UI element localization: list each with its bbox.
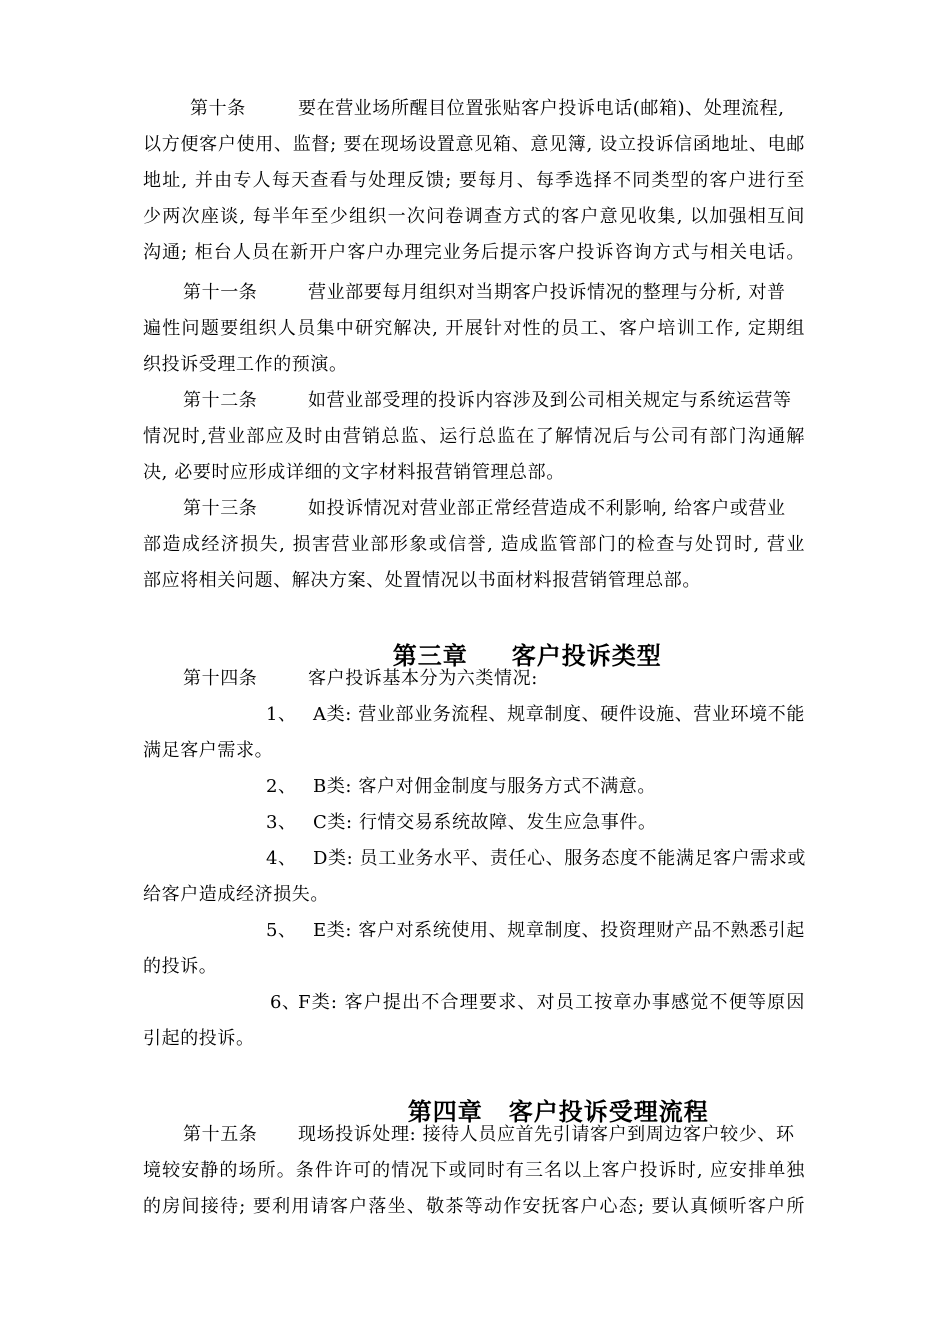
type-5-cont: 的投诉。 [143,956,218,977]
type-1-cont: 满足客户需求。 [143,740,274,761]
type-6-text: F类: 客户提出不合理要求、对员工按章办事感觉不便等原因 [298,992,805,1013]
article-15-line-3: 的房间接待; 要利用请客户落坐、敬茶等动作安抚客户心态; 要认真倾听客户所 [143,1196,805,1217]
article-14-label: 第十四条 [183,668,258,689]
chapter-4-heading [389,1070,709,1126]
article-10-line-5: 沟通; 柜台人员在新开户客户办理完业务后提示客户投诉咨询方式与相关电话。 [143,242,805,263]
article-13-line-3: 部应将相关问题、解决方案、处置情况以书面材料报营销管理总部。 [143,570,701,591]
article-13-label: 第十三条 [183,498,258,519]
type-5-num: 5、 [266,920,297,941]
article-10-line-4: 少两次座谈, 每半年至少组织一次问卷调查方式的客户意见收集, 以加强相互间 [143,206,805,227]
article-14-text: 客户投诉基本分为六类情况: [308,668,538,689]
type-6-cont: 引起的投诉。 [143,1028,255,1049]
article-12-line-1: 如营业部受理的投诉内容涉及到公司相关规定与系统运营等 [308,390,792,411]
type-2-num: 2、 [266,776,297,797]
type-5-text: E类: 客户对系统使用、规章制度、投资理财产品不熟悉引起 [313,920,805,941]
type-3-num: 3、 [266,812,297,833]
type-2-text: B类: 客户对佣金制度与服务方式不满意。 [313,776,657,797]
chapter-3-number: 第三章 [392,642,468,670]
article-11-line-1: 营业部要每月组织对当期客户投诉情况的整理与分析, 对普 [308,282,786,303]
article-12-label: 第十二条 [183,390,258,411]
type-6-num: 6、 [270,992,301,1013]
article-11-label: 第十一条 [183,282,258,303]
type-3-text: C类: 行情交易系统故障、发生应急事件。 [313,812,657,833]
type-1-text: A类: 营业部业务流程、规章制度、硬件设施、营业环境不能 [313,704,805,725]
article-12-line-3: 决, 必要时应形成详细的文字材料报营销管理总部。 [143,462,565,483]
article-10-line-1: 要在营业场所醒目位置张贴客户投诉电话(邮箱)、处理流程, [298,98,785,119]
article-15-line-1: 现场投诉处理: 接待人员应首先引请客户到周边客户较少、环 [298,1124,795,1145]
type-4-text: D类: 员工业务水平、责任心、服务态度不能满足客户需求或 [313,848,807,869]
article-10-line-2: 以方便客户使用、监督; 要在现场设置意见箱、意见簿, 设立投诉信函地址、电邮 [143,134,805,155]
article-11-line-2: 遍性问题要组织人员集中研究解决, 开展针对性的员工、客户培训工作, 定期组 [143,318,805,339]
type-1-num: 1、 [266,704,297,725]
chapter-4-number: 第四章 [407,1098,483,1126]
article-10-line-3: 地址, 并由专人每天查看与处理反馈; 要每月、每季选择不同类型的客户进行至 [143,170,805,191]
article-11-line-3: 织投诉受理工作的预演。 [143,354,348,375]
article-13-line-1: 如投诉情况对营业部正常经营造成不利影响, 给客户或营业 [308,498,786,519]
article-13-line-2: 部造成经济损失, 损害营业部形象或信誉, 造成监管部门的检查与处罚时, 营业 [143,534,805,555]
article-15-line-2: 境较安静的场所。条件许可的情况下或同时有三名以上客户投诉时, 应安排单独 [143,1160,805,1181]
article-10-label: 第十条 [190,98,246,119]
type-4-cont: 给客户造成经济损失。 [143,884,329,905]
article-12-line-2: 情况时,营业部应及时由营销总监、运行总监在了解情况后与公司有部门沟通解 [143,426,805,447]
type-4-num: 4、 [266,848,297,869]
chapter-3-heading [374,614,662,670]
article-15-label: 第十五条 [183,1124,258,1145]
chapter-4-title: 客户投诉受理流程 [508,1098,709,1126]
chapter-3-title: 客户投诉类型 [511,642,662,670]
